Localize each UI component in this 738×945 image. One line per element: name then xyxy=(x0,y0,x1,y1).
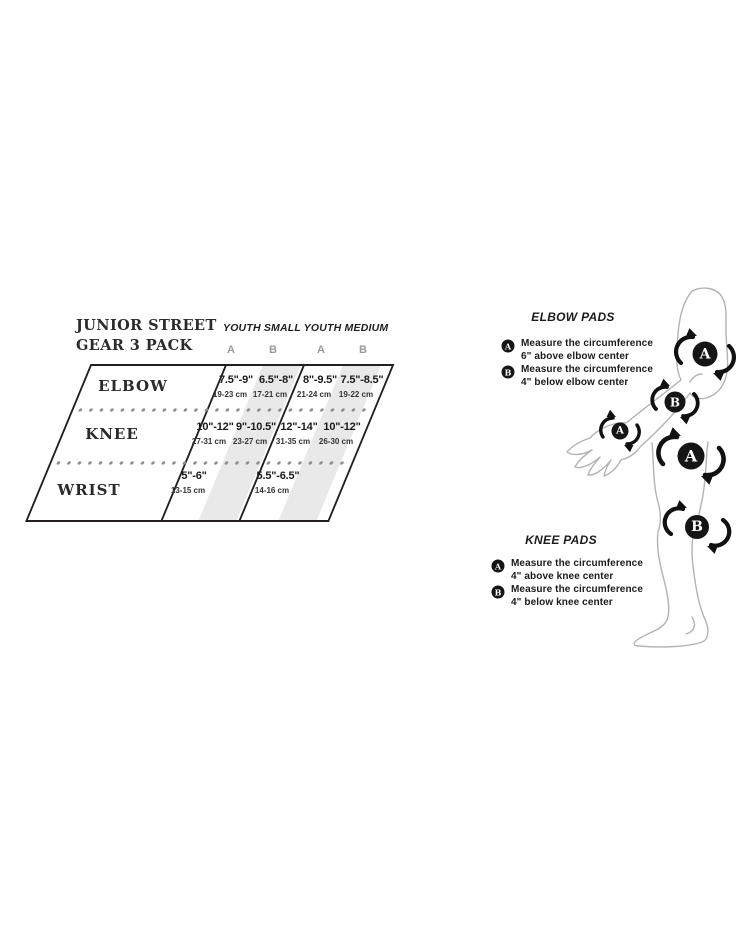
elbow-step-b-badge: B xyxy=(502,366,515,379)
cell-wrist-ym-cm: 14-16 cm xyxy=(254,486,290,495)
elbow-step-a-text xyxy=(521,337,653,363)
elbow-step-a-badge: A xyxy=(502,340,515,353)
arm-wrist-badge: A xyxy=(612,423,629,440)
knee-step-a-badge: A xyxy=(492,560,505,573)
arm-forearm-badge: B xyxy=(665,392,686,413)
cell-elbow-ym-a-cm: 21-24 cm xyxy=(296,390,332,399)
group-label-youth-small: YOUTH SMALL xyxy=(222,322,302,334)
cell-wrist-ym-in: 5.5"-6.5" xyxy=(256,470,300,482)
knee-step-b-line1: Measure the circumference xyxy=(511,584,644,595)
elbow-step-a-line2: 6" above elbow center xyxy=(521,351,629,362)
dotted-separator-elbow-knee xyxy=(78,408,370,412)
row-label-knee: KNEE xyxy=(85,425,139,443)
leg-illustration xyxy=(634,442,708,647)
cell-elbow-ys-b-cm: 17-21 cm xyxy=(252,390,288,399)
dotted-separator-knee-wrist xyxy=(56,461,348,465)
knee-step-b-text xyxy=(511,583,643,609)
knee-pads-title: KNEE PADS xyxy=(525,533,597,547)
cell-elbow-ym-b-in: 7.5"-8.5" xyxy=(340,374,384,386)
elbow-step-b-text xyxy=(521,363,653,389)
cell-elbow-ys-a-cm: 19-23 cm xyxy=(212,390,248,399)
cell-knee-ys-b-cm: 23-27 cm xyxy=(232,437,268,446)
elbow-pads-title: ELBOW PADS xyxy=(531,310,615,324)
chart-title xyxy=(76,316,217,356)
cell-knee-ys-a-cm: 27-31 cm xyxy=(191,437,227,446)
column-letter-ym-a: A xyxy=(317,344,325,356)
cell-knee-ym-b-cm: 26-30 cm xyxy=(318,437,354,446)
knee-step-a-line1: Measure the circumference xyxy=(511,558,644,569)
column-letter-ys-a: A xyxy=(227,344,235,356)
knee-step-a-text xyxy=(511,557,643,583)
knee-step-b-line2: 4" below knee center xyxy=(511,597,613,608)
knee-step-a-line2: 4" above knee center xyxy=(511,571,614,582)
leg-below-knee-badge: B xyxy=(685,515,709,539)
chart-title-line1: JUNIOR STREET xyxy=(76,317,217,334)
cell-knee-ym-b-in: 10"-12" xyxy=(323,421,361,433)
cell-elbow-ym-a-in: 8"-9.5" xyxy=(302,374,338,386)
leg-above-knee-badge: A xyxy=(678,443,705,470)
cell-knee-ys-a-in: 10"-12" xyxy=(196,421,234,433)
knee-step-b-badge: B xyxy=(492,586,505,599)
cell-knee-ym-a-in: 12"-14" xyxy=(280,421,318,433)
cell-elbow-ys-b-in: 6.5"-8" xyxy=(258,374,294,386)
cell-elbow-ym-b-cm: 19-22 cm xyxy=(338,390,374,399)
cell-elbow-ys-a-in: 7.5"-9" xyxy=(218,374,254,386)
elbow-step-a-line1: Measure the circumference xyxy=(521,338,654,349)
cell-knee-ym-a-cm: 31-35 cm xyxy=(275,437,311,446)
elbow-step-b-line1: Measure the circumference xyxy=(521,364,654,375)
cell-knee-ys-b-in: 9"-10.5" xyxy=(235,421,277,433)
arm-upper-badge: A xyxy=(693,342,718,367)
cell-wrist-ys-cm: 13-15 cm xyxy=(170,486,206,495)
chart-title-line2: GEAR 3 PACK xyxy=(76,337,193,354)
row-label-wrist: WRIST xyxy=(57,481,121,499)
column-letter-ym-b: B xyxy=(359,344,367,356)
cell-wrist-ys-in: 5"-6" xyxy=(181,470,207,482)
row-label-elbow: ELBOW xyxy=(98,377,168,395)
column-letter-ys-b: B xyxy=(269,344,277,356)
elbow-step-b-line2: 4" below elbow center xyxy=(521,377,629,388)
group-label-youth-medium: YOUTH MEDIUM xyxy=(303,322,389,334)
